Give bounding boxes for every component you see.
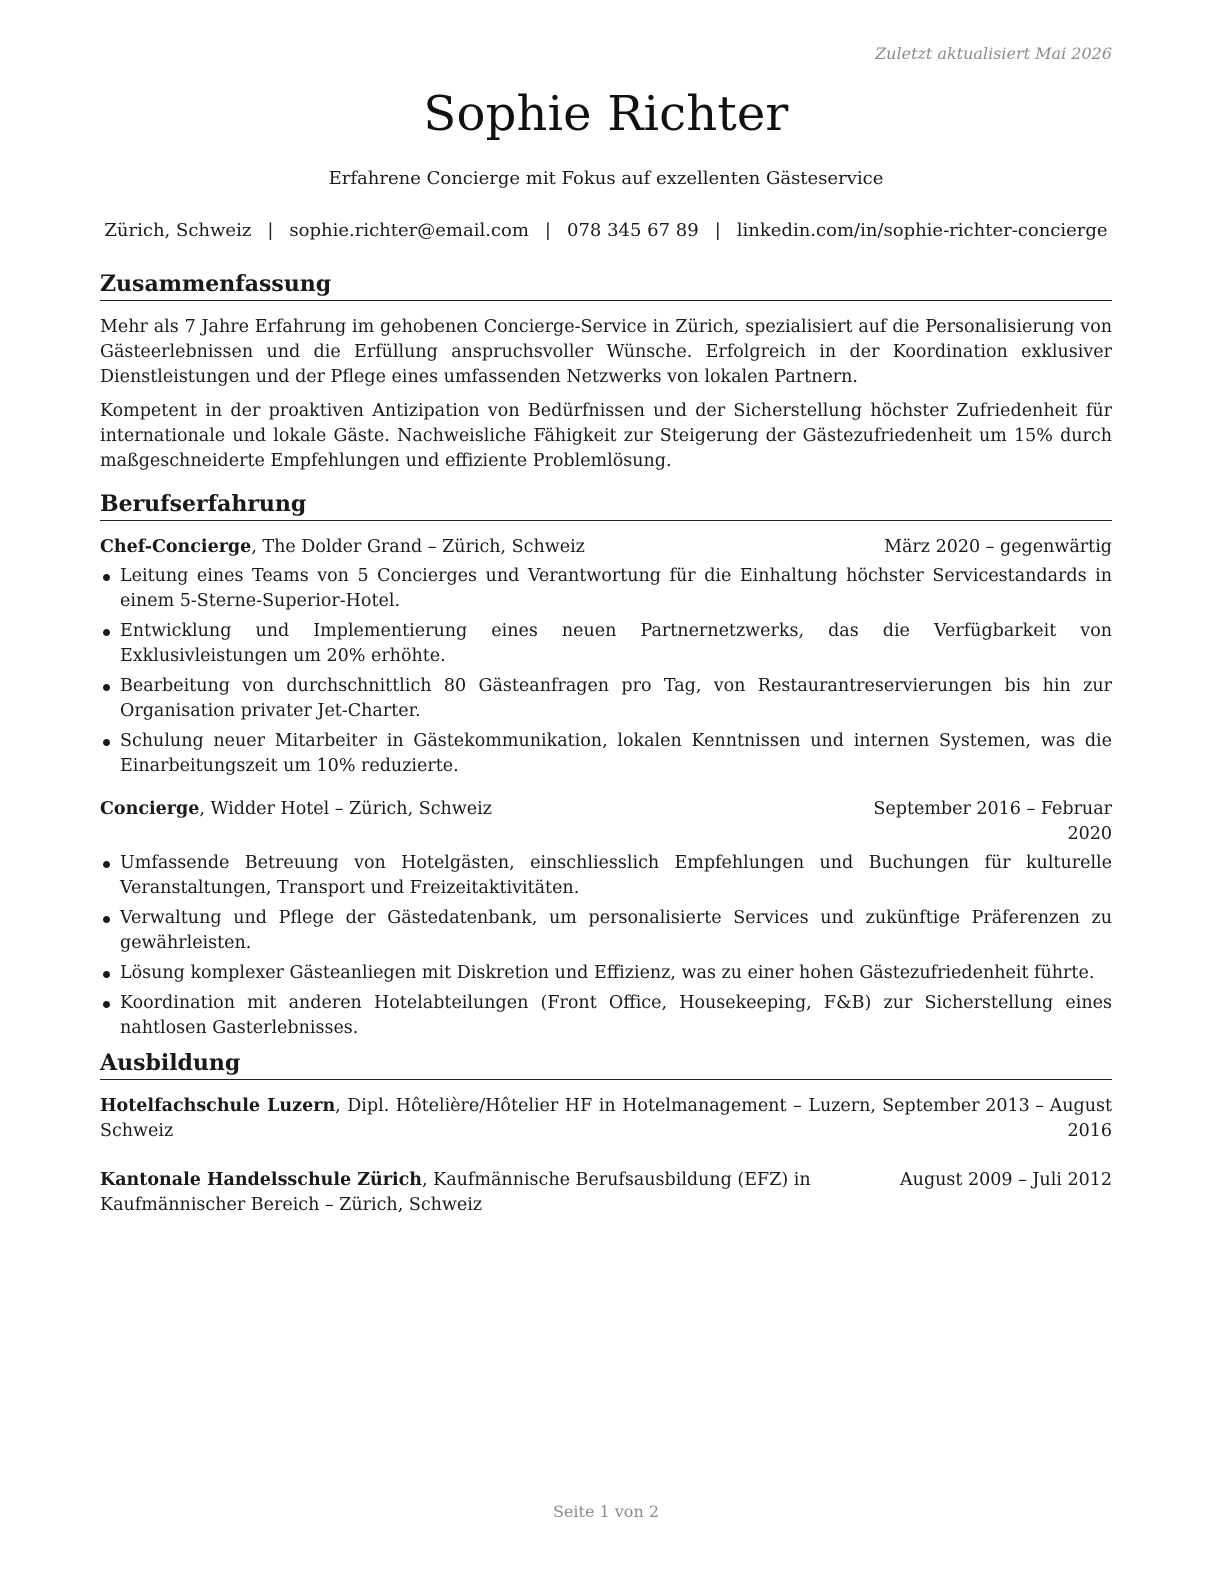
- education-entry: [100, 1168, 1112, 1218]
- education-header: [100, 1168, 1112, 1218]
- summary-section: [100, 315, 1112, 474]
- education-dates: September 2013 – August 2016: [882, 1096, 1112, 1141]
- job-entry: [100, 797, 1112, 1041]
- contact-line: [100, 220, 1112, 241]
- job-role: Chef-Concierge: [100, 537, 252, 557]
- contact-separator: |: [714, 220, 721, 241]
- education-entry: [100, 1094, 1112, 1144]
- page-number: Seite 1 von 2: [552, 1502, 660, 1521]
- job-role: Concierge: [100, 799, 200, 819]
- contact-linkedin[interactable]: linkedin.com/in/sophie-richter-concierge: [736, 220, 1108, 241]
- last-updated: Zuletzt aktualisiert Mai 2026: [875, 44, 1112, 63]
- list-item: Lösung komplexer Gästeanliegen mit Diskretion und Effizienz, was zu einer hohen Gästezufriedenheit führte.: [100, 961, 1112, 986]
- contact-separator: |: [267, 220, 274, 241]
- job-dates: September 2016 – Februar 2020: [873, 799, 1112, 844]
- job-bullets: [100, 851, 1112, 1041]
- contact-email[interactable]: sophie.richter@email.com: [289, 220, 529, 241]
- job-dates: März 2020 – gegenwärtig: [884, 537, 1112, 557]
- list-item: Verwaltung und Pflege der Gästedatenbank, um personalisierte Services und zukünftige Präferenzen zu gewährleisten.: [100, 906, 1112, 956]
- education-details: , Dipl. Hôtelière/Hôtelier HF in Hotelmanagement – Luzern, Schweiz: [100, 1096, 876, 1141]
- education-school: Kantonale Handelsschule Zürich: [100, 1170, 423, 1190]
- job-entry: [100, 535, 1112, 779]
- tagline: Erfahrene Concierge mit Fokus auf exzellenten Gästeservice: [328, 168, 884, 189]
- job-employer: , Widder Hotel – Zürich, Schweiz: [199, 799, 492, 819]
- candidate-name: Sophie Richter: [423, 86, 789, 142]
- contact-location: Zürich, Schweiz: [104, 220, 252, 241]
- job-header: [100, 535, 1112, 560]
- list-item: Bearbeitung von durchschnittlich 80 Gästeanfragen pro Tag, von Restaurantreservierungen bis hin zur Organisation privater Jet-Charter.: [100, 674, 1112, 724]
- summary-paragraph: Mehr als 7 Jahre Erfahrung im gehobenen Concierge-Service in Zürich, spezialisiert auf die Personalisierung von Gästeerlebnissen und die Erfüllung anspruchsvoller Wünsche. Erfolgreich in der Koordination exklusiver Dienstleistungen und der Pflege eines umfassenden Netzwerks von lokalen Partnern.: [100, 317, 1112, 387]
- list-item: Entwicklung und Implementierung eines neuen Partnernetzwerks, das die Verfügbarkeit von Exklusivleistungen um 20% erhöhte.: [100, 619, 1112, 669]
- education-dates: August 2009 – Juli 2012: [900, 1170, 1112, 1190]
- education-details: , Kaufmännische Berufsausbildung (EFZ) in Kaufmännischer Bereich – Zürich, Schweiz: [100, 1170, 811, 1215]
- section-title-experience: Berufserfahrung: [100, 490, 1112, 521]
- job-header: [100, 797, 1112, 847]
- contact-separator: |: [544, 220, 551, 241]
- list-item: Schulung neuer Mitarbeiter in Gästekommunikation, lokalen Kenntnissen und internen Systemen, was die Einarbeitungszeit um 10% reduzierte.: [100, 729, 1112, 779]
- education-header: [100, 1094, 1112, 1144]
- resume-content: [100, 270, 1112, 1218]
- job-bullets: [100, 564, 1112, 779]
- resume-page: [100, 0, 1112, 1584]
- summary-paragraph: Kompetent in der proaktiven Antizipation von Bedürfnissen und der Sicherstellung höchster Zufriedenheit für internationale und lokale Gäste. Nachweisliche Fähigkeit zur Steigerung der Gästezufriedenheit um 15% durch maßgeschneiderte Empfehlungen und effiziente Problemlösung.: [100, 401, 1112, 471]
- job-employer: , The Dolder Grand – Zürich, Schweiz: [251, 537, 585, 557]
- section-title-summary: Zusammenfassung: [100, 270, 1112, 301]
- list-item: Koordination mit anderen Hotelabteilungen (Front Office, Housekeeping, F&B) zur Sicherstellung eines nahtlosen Gasterlebnisses.: [100, 991, 1112, 1041]
- contact-phone[interactable]: 078 345 67 89: [567, 220, 699, 241]
- education-school: Hotelfachschule Luzern: [100, 1096, 336, 1116]
- list-item: Leitung eines Teams von 5 Concierges und Verantwortung für die Einhaltung höchster Servicestandards in einem 5-Sterne-Superior-Hotel.: [100, 564, 1112, 614]
- section-title-education: Ausbildung: [100, 1049, 1112, 1080]
- list-item: Umfassende Betreuung von Hotelgästen, einschliesslich Empfehlungen und Buchungen für kulturelle Veranstaltungen, Transport und Freizeitaktivitäten.: [100, 851, 1112, 901]
